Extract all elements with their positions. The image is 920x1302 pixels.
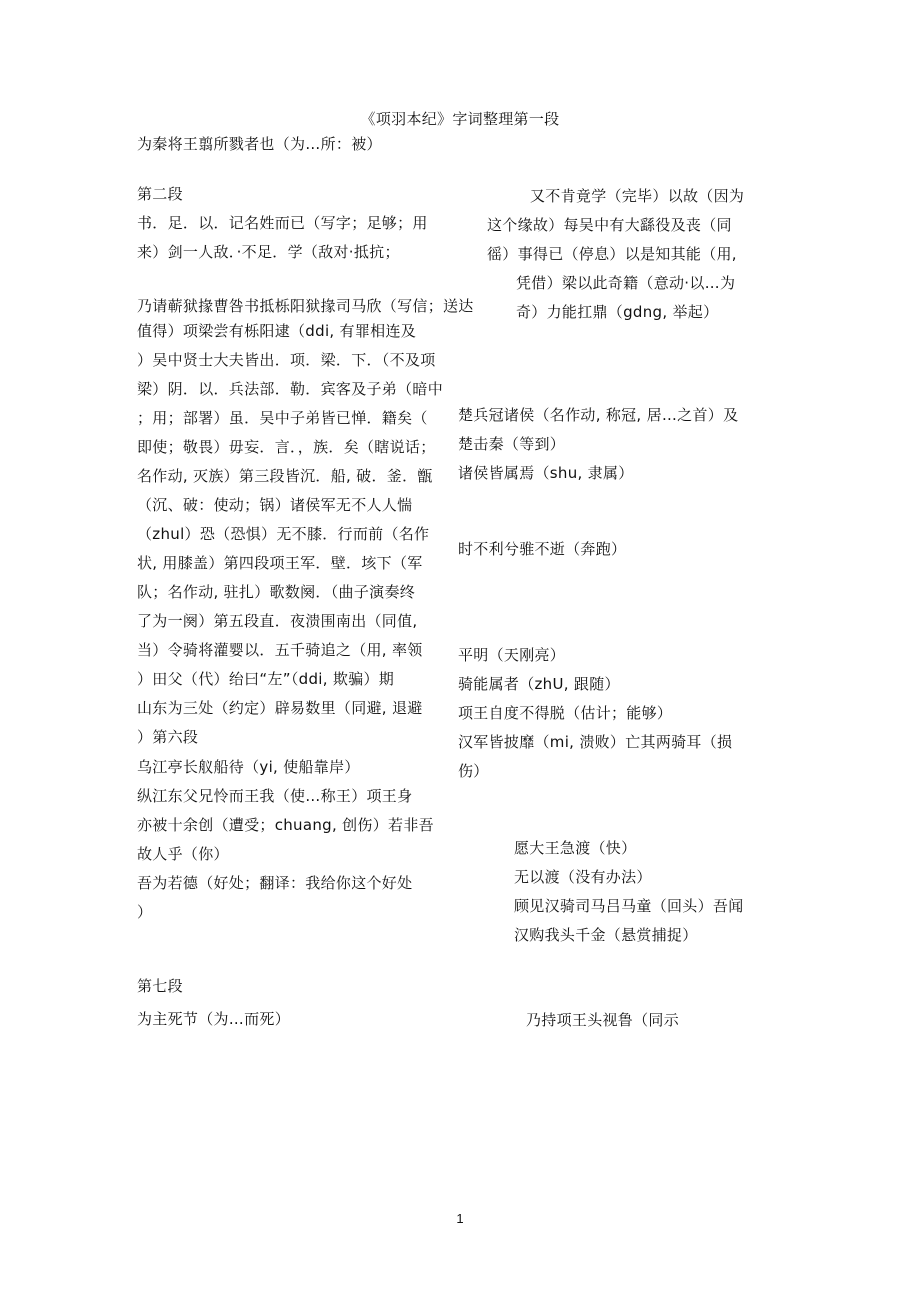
text-line: 为主死节（为…而死） [137,1010,291,1028]
text-line: 平明（天刚亮） [458,646,566,664]
text-line: ）吴中贤士大夫皆出．项．梁．下．（不及项 [137,351,436,369]
text-line: 当）令骑将灌婴以．五千骑追之（用, 率领 [137,641,423,659]
text-line: 项王自度不得脱（估计；能够） [458,704,673,722]
text-line: 状, 用膝盖）第四段项王军．壁．垓下（军 [137,554,423,572]
text-line: 愿大王急渡（快） [514,839,637,857]
text-line: （沉、破：使动；锅）诸侯军无不人人惴 [137,496,413,514]
text-line: 名作动, 灭族）第三段皆沉．船, 破．釜．甑 [137,467,433,485]
text-line: 即使；敬畏）毋妄．言．，族．矣（瞎说话； [137,438,436,456]
text-line: 无以渡（没有办法） [514,868,652,886]
text-line: 队；名作动, 驻扎）歌数阕．（曲子演奏终 [137,583,416,601]
text-line: 为秦将王翦所戮者也（为…所：被） [137,135,382,153]
text-line: 徭）事得已（停息）以是知其能（用, [487,245,737,263]
text-line: 汉购我头千金（悬赏捕捉） [514,926,698,944]
text-line: （zhul）恐（恐惧）无不膝．行而前（名作 [137,525,430,543]
text-line: 书．足．以．记名姓而已（写字；足够；用 [137,214,428,232]
text-line: 骑能属者（zhU, 跟随） [458,675,620,693]
text-line: 凭借）梁以此奇籍（意动·以…为 [516,274,736,292]
text-line: 乃请蕲狱掾曹咎书抵栎阳狱掾司马欣（写信；送达 [137,297,474,315]
text-line: 楚击秦（等到） [458,435,566,453]
text-line: 乌江亭长舣船待（yi, 使船靠岸） [137,758,360,776]
text-line: 又不肯竟学（完毕）以故（因为 [530,187,745,205]
text-line: 纵江东父兄怜而王我（使…称王）项王身 [137,787,413,805]
text-line: 来）剑一人敌．·不足．学（敌对·抵抗； [137,243,400,261]
text-line: 值得）项梁尝有栎阳逮（ddi, 有罪相连及 [137,322,417,340]
text-line: 山东为三处（约定）辟易数里（同避, 退避 [137,699,423,717]
text-line: 顾见汉骑司马吕马童（回头）吾闻 [514,897,744,915]
text-line: 诸侯皆属焉（shu, 隶属） [458,464,634,482]
text-line: 伤） [458,762,489,780]
text-line: 故人乎（你） [137,845,229,863]
text-line: 时不利兮骓不逝（奔跑） [458,540,627,558]
text-line: 这个缘故）每吴中有大繇役及丧（同 [487,216,732,234]
document-title: 《项羽本纪》字词整理第一段 [360,110,560,128]
text-line: 亦被十余创（遭受；chuang, 创伤）若非吾 [137,816,434,834]
text-line: ）田父（代）绐曰“左”（ddi, 欺骗）期 [137,670,395,688]
text-line: 了为一阕）第五段直．夜溃围南出（同值, [137,612,418,630]
text-line: 楚兵冠诸侯（名作动, 称冠, 居…之首）及 [458,406,739,424]
text-line: 奇）力能扛鼎（gdng, 举起） [516,303,719,321]
page-number: 1 [456,1211,464,1226]
text-line: ；用；部署）虽．吴中子弟皆已惮．籍矣（ [137,409,428,427]
text-line: 吾为若德（好处；翻译：我给你这个好处 [137,874,413,892]
section-heading: 第二段 [137,185,183,203]
text-line: ）第六段 [137,728,199,746]
text-line: 汉军皆披靡（mi, 溃败）亡其两骑耳（损 [458,733,733,751]
section-heading: 第七段 [137,977,183,995]
text-line: 梁）阴．以．兵法部．勒．宾客及子弟（暗中 [137,380,444,398]
text-line: ） [137,903,153,921]
text-line: 乃持项王头视鲁（同示 [526,1011,680,1029]
